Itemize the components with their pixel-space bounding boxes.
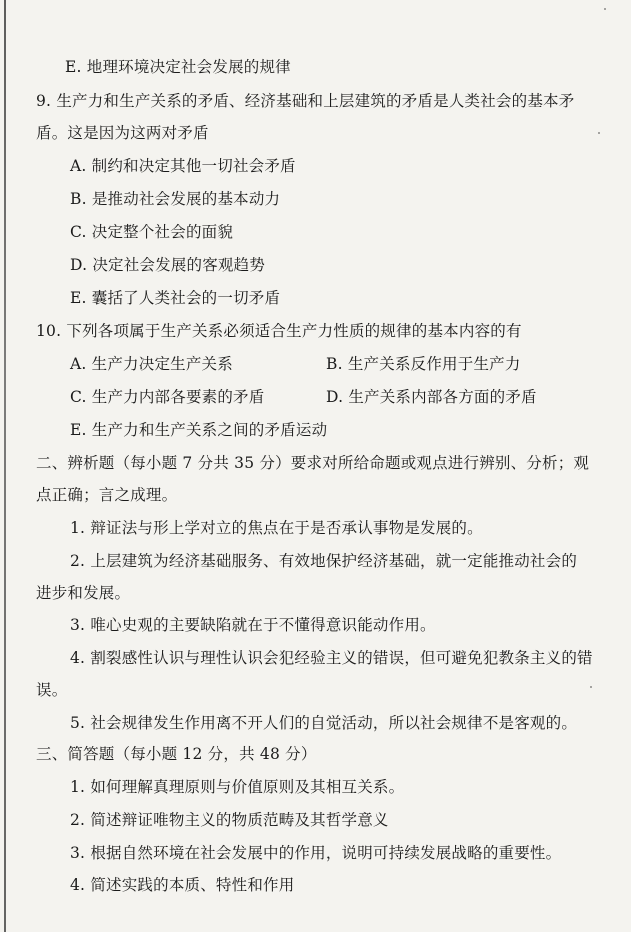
q9-option-b: B. 是推动社会发展的基本动力 [70,190,281,208]
section3-item-2: 2. 简述辩证唯物主义的物质范畴及其哲学意义 [70,811,389,829]
section2-heading-line1: 二、辨析题（每小题 7 分共 35 分）要求对所给命题或观点进行辨别、分析；观 [36,454,590,472]
section2-item-5: 5. 社会规律发生作用离不开人们的自觉活动，所以社会规律不是客观的。 [70,714,578,732]
q8-option-e: E. 地理环境决定社会发展的规律 [65,58,291,76]
q9-option-c: C. 决定整个社会的面貌 [70,223,234,241]
q10-option-d: D. 生产关系内部各方面的矛盾 [326,388,537,406]
scan-speck [604,8,606,10]
q9-option-e: E. 囊括了人类社会的一切矛盾 [70,289,281,307]
q10-option-a: A. 生产力决定生产关系 [70,355,233,373]
section3-item-4: 4. 简述实践的本质、特性和作用 [70,876,295,894]
section3-heading: 三、简答题（每小题 12 分，共 48 分） [36,745,317,763]
q9-option-d: D. 决定社会发展的客观趋势 [70,256,266,274]
scan-speck [598,132,600,134]
section2-item-2-line1: 2. 上层建筑为经济基础服务、有效地保护经济基础，就一定能推动社会的 [70,552,578,570]
q10-stem: 10. 下列各项属于生产关系必须适合生产力性质的规律的基本内容的有 [36,322,522,340]
q10-option-b: B. 生产关系反作用于生产力 [326,355,521,373]
q9-stem-line2: 盾。这是因为这两对矛盾 [36,124,209,142]
q10-option-c: C. 生产力内部各要素的矛盾 [70,388,265,406]
scan-edge [4,0,6,932]
q9-stem-line1: 9. 生产力和生产关系的矛盾、经济基础和上层建筑的矛盾是人类社会的基本矛 [36,92,575,110]
section3-item-3: 3. 根据自然环境在社会发展中的作用，说明可持续发展战略的重要性。 [70,844,562,862]
section2-item-3: 3. 唯心史观的主要缺陷就在于不懂得意识能动作用。 [70,616,436,634]
q10-option-e: E. 生产力和生产关系之间的矛盾运动 [70,421,328,439]
scan-speck [590,686,592,688]
q9-option-a: A. 制约和决定其他一切社会矛盾 [70,157,296,175]
section2-item-4-line2: 误。 [36,681,68,699]
section3-item-1: 1. 如何理解真理原则与价值原则及其相互关系。 [70,778,405,796]
section2-item-4-line1: 4. 割裂感性认识与理性认识会犯经验主义的错误，但可避免犯教条主义的错 [70,649,593,667]
section2-heading-line2: 点正确；言之成理。 [36,486,178,504]
section2-item-1: 1. 辩证法与形上学对立的焦点在于是否承认事物是发展的。 [70,519,483,537]
section2-item-2-line2: 进步和发展。 [36,584,131,602]
